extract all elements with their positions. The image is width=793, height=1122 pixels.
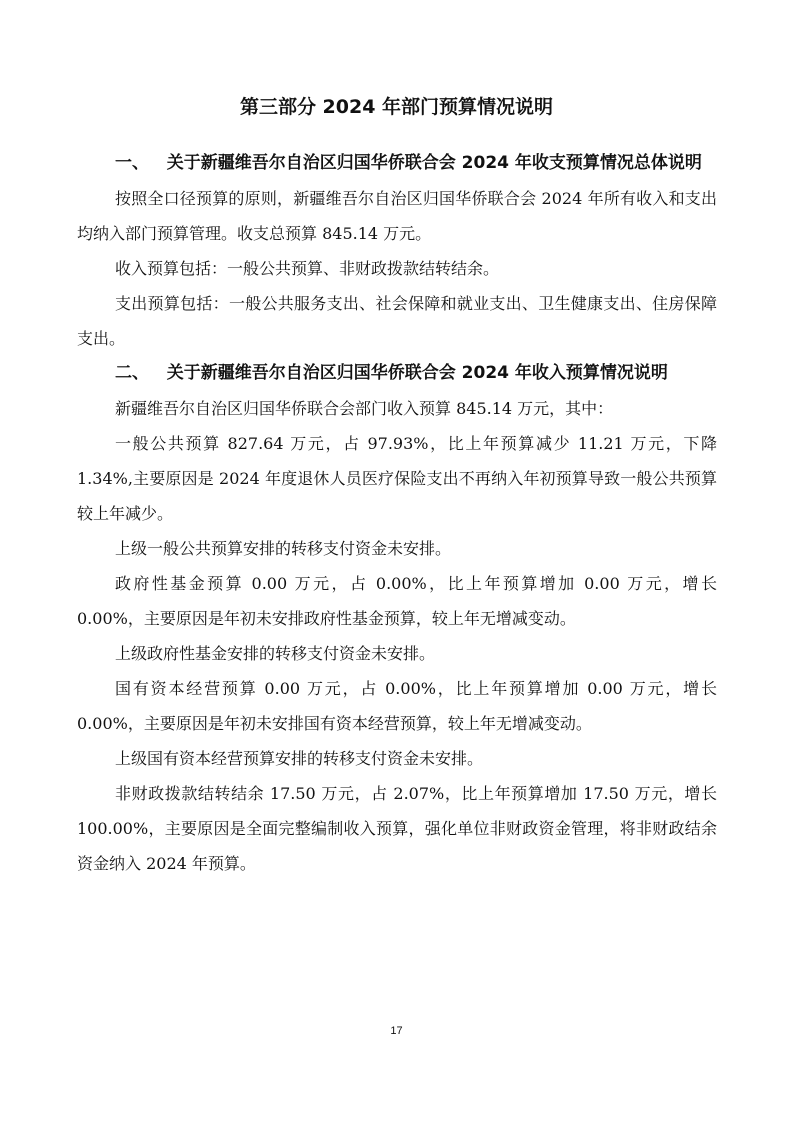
paragraph: 一般公共预算 827.64 万元，占 97.93%，比上年预算减少 11.21 万元，下降 1.34%,主要原因是 2024 年度退休人员医疗保险支出不再纳入年初预算导致一般公共预算较上年减少。 [77,434,717,523]
section-1-number: 一、 [115,153,149,173]
paragraph: 按照全口径预算的原则，新疆维吾尔自治区归国华侨联合会 2024 年所有收入和支出均纳入部门预算管理。收支总预算 845.14 万元。 [77,189,717,243]
paragraph: 收入预算包括：一般公共预算、非财政拨款结转结余。 [115,259,500,278]
section-2-number: 二、 [115,363,149,383]
section-2-heading [77,356,717,391]
paragraph: 上级国有资本经营预算安排的转移支付资金未安排。 [115,749,484,768]
paragraph: 上级一般公共预算安排的转移支付资金未安排。 [115,539,452,558]
section-1-heading [77,146,717,181]
section-1-heading-text: 关于新疆维吾尔自治区归国华侨联合会 2024 年收支预算情况总体说明 [166,153,702,173]
paragraph: 政府性基金预算 0.00 万元，占 0.00%，比上年预算增加 0.00 万元，增长 0.00%，主要原因是年初未安排政府性基金预算，较上年无增减变动。 [77,574,717,628]
paragraph: 支出预算包括：一般公共服务支出、社会保障和就业支出、卫生健康支出、住房保障支出。 [77,294,717,348]
document-body [77,146,717,881]
paragraph: 非财政拨款结转结余 17.50 万元，占 2.07%，比上年预算增加 17.50 万元，增长 100.00%，主要原因是全面完整编制收入预算，强化单位非财政资金管理，将非财政结余资金纳入 2024 年预算。 [77,784,717,873]
section-2-heading-text: 关于新疆维吾尔自治区归国华侨联合会 2024 年收入预算情况说明 [166,363,668,383]
page-title: 第三部分 2024 年部门预算情况说明 [239,96,554,118]
paragraph: 上级政府性基金安排的转移支付资金未安排。 [115,644,436,663]
page-number: 17 [390,1025,403,1037]
paragraph: 新疆维吾尔自治区归国华侨联合会部门收入预算 845.14 万元，其中： [115,399,614,418]
paragraph: 国有资本经营预算 0.00 万元，占 0.00%，比上年预算增加 0.00 万元，增长 0.00%，主要原因是年初未安排国有资本经营预算，较上年无增减变动。 [77,679,717,733]
